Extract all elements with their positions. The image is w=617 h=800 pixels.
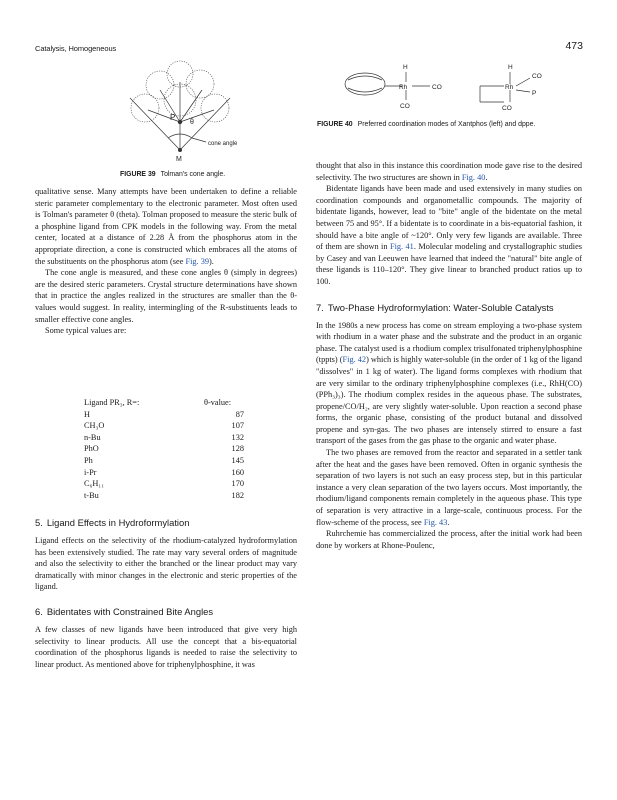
table-header-row	[84, 397, 264, 409]
figure-40-caption	[317, 120, 582, 129]
paragraph-text: The two phases are removed from the reactor and separated in a settler tank after the heat and the gases have been removed. Often in organic synthesis the separation of two layers is not such an easy process step, but in this particular instance a very clean separation of the two layers occurs. Most importantly, the rhodium/ligand components remain completely in the aqueous phase. This type of separation is very attractive in a large-scale, continuous process. For the flow-scheme of the process, see	[316, 448, 582, 527]
paragraph-text: .	[485, 172, 488, 182]
figure-40-right-p: P	[532, 90, 537, 97]
figure-39-label: FIGURE 39	[120, 171, 156, 178]
table-row	[84, 455, 264, 467]
table-body	[84, 409, 264, 502]
table-row	[84, 420, 264, 432]
running-title: Catalysis, Homogeneous	[35, 44, 117, 53]
paragraph-text: qualitative sense. Many attempts have been undertaken to define a reliable steric parameter complementary to the electronic parameter. Most often used is Tolman's parameter θ (theta). Tolman proposed to measure the steric bulk of a phosphine ligand from CPK models in the following way. From the metal center, located at a distance of 2.28 Å from the phosphorus atom in the appropriate direction, a cone is constructed which embraces all the atoms of the substituents on the phosphorus atom (see	[35, 187, 297, 266]
table-cell-value: 128	[231, 444, 244, 454]
table-cell-ligand: Ph	[84, 455, 93, 465]
table-cell-value: 182	[231, 490, 244, 500]
left-column-bottom	[35, 517, 297, 670]
paragraph	[316, 160, 582, 183]
section-5-heading	[35, 517, 297, 529]
figure-40-coordination-diagram	[330, 58, 580, 116]
figure-39-theta: θ	[190, 119, 194, 126]
paragraph: Ruhrchemie has commercialized the process, after the initial work had been done by workers at Rhone-Poulenc,	[316, 529, 582, 550]
table-cell-ligand: H	[84, 409, 90, 419]
table-row	[84, 409, 264, 421]
table-cell-value: 160	[231, 467, 244, 477]
figure-40-left-h: H	[403, 64, 408, 71]
figure-39-atom-p: P	[170, 113, 176, 122]
table-row	[84, 490, 264, 502]
table-cell-ligand: PhO	[84, 444, 99, 454]
section-title: Bidentates with Constrained Bite Angles	[46, 605, 214, 617]
figure-41-link[interactable]: Fig. 41	[389, 242, 414, 252]
table-row	[84, 467, 264, 479]
paragraph-text: Bidentate ligands have been made and used extensively in many studies on coordination compounds and organometallic compounds. The majority of bidentate ligands, however, lead to "bite" angle of the bidentate on the metal between 75 and 95°. If a bidentate is to coordinate in a bis-equatorial fashion, it should have a bite angle of ~120°. Only very few ligands are available. Three of them are shown in	[316, 184, 582, 252]
figure-40-link[interactable]: Fig. 40	[461, 172, 486, 182]
figure-40-right-rh: Rh	[505, 84, 514, 91]
table-cell-ligand: C₆H₁₁	[84, 479, 105, 489]
table-header-ligand: Ligand PR₃, R=:	[84, 398, 140, 407]
paragraph	[35, 186, 297, 267]
figure-40-left-rh: Rh	[399, 84, 408, 91]
figure-40-left-co-right: CO	[432, 84, 442, 91]
paragraph: Ligand effects on the selectivity of the rhodium-catalyzed hydroformylation has been extensively studied. The rate may vary several orders of magnitude and also the selectivity to either the branched or the linear product may vary dramatically with minor changes in the electronic and steric properties of the ligand.	[35, 536, 297, 592]
paragraph	[316, 320, 582, 448]
paragraph: The cone angle is measured, and these cone angles θ (simply in degrees) are the desired steric parameters. Crystal structure determinations have shown that in practice the angles realized in the structures are smaller than the θ-values would suggest. In reality, intermingling of the R-substituents leads to smaller effective cone angles.	[35, 268, 297, 324]
paragraph-text: In the 1980s a new process has come on stream employing a two-phase system with rhodium in a water phase and the substrate and the product in an organic phase. The catalyst used is a rhodium complex trisulfonated triphenylphosphine (tppts) (	[316, 320, 582, 365]
cone-angle-table	[84, 397, 264, 501]
table-row	[84, 443, 264, 455]
table-cell-value: 87	[235, 409, 244, 419]
table-row	[84, 432, 264, 444]
table-cell-value: 107	[231, 421, 244, 431]
section-title: Two-Phase Hydroformylation: Water-Soluble Catalysts	[327, 301, 554, 313]
paragraph-text: ) which is highly water-soluble (in the order of 1 kg of the ligand "dissolves" in 1 kg of water). The ligand forms complexes with rhodium that are very similar to the ordinary triphenylphosphine complexes (i.e., RhH(CO)(PPh₃)₃). The rhodium complex resides in the aqueous phase. The substrates, propene/CO/H₂, are very slightly water-soluble. Upon reaction a second phase forms, the organic phase, consisting of the product butanal and dissolved propene and syn-gas. The two phases are intensely stirred to ensure a fast transport of the gases from the gas phase to the organic and water phase.	[316, 355, 583, 446]
figure-40-right-co-top: CO	[532, 73, 542, 80]
figure-39-cone-angle-diagram	[110, 60, 280, 165]
figure-40-caption-text: Preferred coordination modes of Xantphos (left) and dppe.	[357, 121, 536, 128]
page-number: 473	[565, 40, 583, 52]
section-number: 7.	[316, 301, 324, 313]
table-cell-ligand: n-Bu	[84, 432, 101, 442]
figure-40-right-co-bottom: CO	[502, 105, 512, 112]
figure-39-caption	[120, 170, 225, 179]
section-number: 5.	[35, 517, 43, 528]
section-title: Ligand Effects in Hydroformylation	[46, 517, 190, 528]
paragraph-text: . Molecular modeling and crystallographic studies by Casey and van Leeuwen have learned that indeed the "natural" bite angle of these ligands is 110–120°. They give linear to branched product ratios up to 100.	[316, 242, 583, 286]
figure-43-link[interactable]: Fig. 43	[423, 517, 448, 527]
section-7-heading	[316, 302, 582, 314]
table-cell-value: 132	[231, 432, 244, 442]
figure-40-right-h: H	[508, 64, 513, 71]
figure-39-angle-label: cone angle	[208, 141, 238, 147]
paragraph: A few classes of new ligands have been introduced that give very high selectivity to linear products. All use the concept that a bis-equatorial coordination of the phosphorus ligands is needed to raise the selectivity to linear product. As mentioned above for triphenylphosphine, it was	[35, 624, 297, 669]
figure-39-atom-m: M	[176, 156, 182, 163]
table-cell-value: 145	[231, 455, 244, 465]
table-cell-ligand: i-Pr	[84, 467, 97, 477]
figure-42-link[interactable]: Fig. 42	[342, 355, 367, 365]
figure-40-left-co-bottom: CO	[400, 103, 410, 110]
section-number: 6.	[35, 605, 43, 617]
paragraph	[316, 183, 582, 287]
paragraph-text: .	[447, 517, 450, 527]
table-cell-value: 170	[231, 479, 244, 489]
paragraph	[316, 447, 582, 528]
paragraph-text: ).	[209, 256, 214, 266]
table-cell-ligand: CH₃O	[84, 421, 105, 431]
figure-39-caption-text: Tolman's cone angle.	[160, 171, 226, 178]
left-column-top	[35, 186, 297, 337]
figure-40-label: FIGURE 40	[317, 121, 353, 128]
paragraph-text: thought that also in this instance this coordination mode gave rise to the desired selectivity. The two structures are shown in	[316, 161, 582, 182]
table-header-value: θ-value:	[204, 398, 232, 407]
section-6-heading	[35, 606, 297, 618]
paragraph: Some typical values are:	[45, 326, 127, 336]
table-row	[84, 478, 264, 490]
figure-39-link[interactable]: Fig. 39	[185, 256, 209, 266]
table-cell-ligand: t-Bu	[84, 490, 99, 500]
right-column	[316, 160, 582, 551]
